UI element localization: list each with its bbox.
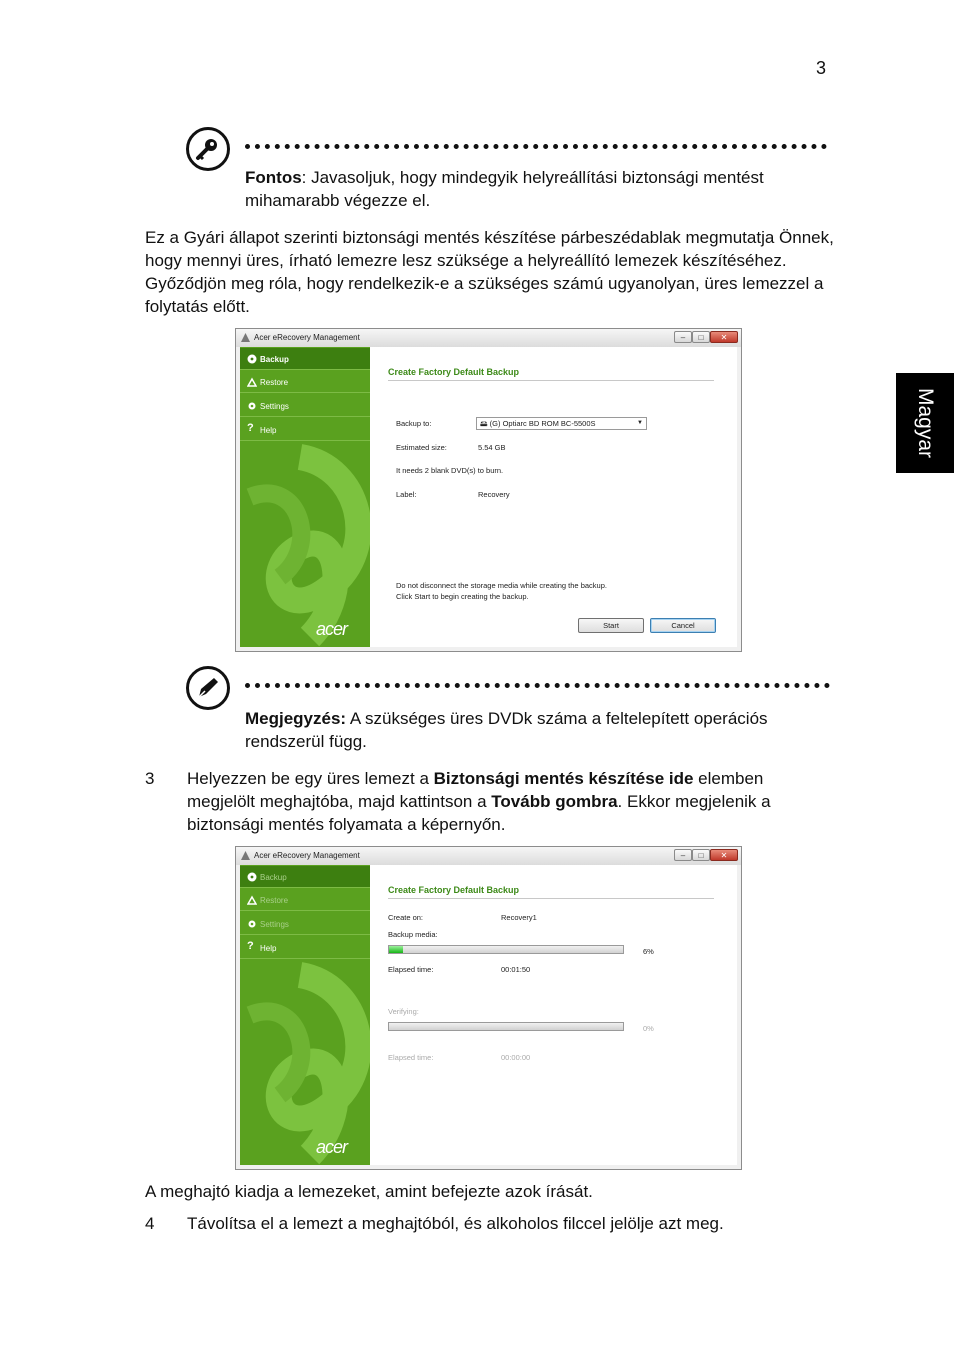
heading-divider — [388, 380, 714, 381]
sidebar-item-restore[interactable] — [240, 889, 370, 911]
progress-fill — [389, 946, 403, 953]
maximize-button[interactable]: □ — [692, 849, 710, 861]
dialog-heading: Create Factory Default Backup — [388, 367, 520, 377]
elapsed-time-value: 00:00:00 — [501, 1053, 531, 1062]
pen-icon — [186, 666, 230, 710]
disc-count-text: It needs 2 blank DVD(s) to burn. — [396, 466, 504, 475]
restore-icon — [247, 377, 257, 387]
dialog-heading: Create Factory Default Backup — [388, 885, 520, 895]
sidebar-item-label: Restore — [260, 896, 289, 905]
note-important — [245, 166, 825, 212]
gear-icon — [247, 401, 257, 411]
sidebar-item-help[interactable] — [240, 937, 370, 959]
page-number: 3 — [816, 58, 827, 78]
gear-icon — [247, 919, 257, 929]
sidebar — [240, 347, 370, 647]
note-important-text: : Javasoljuk, hogy mindegyik helyreállítási biztonsági mentést mihamarabb végezze el. — [245, 168, 764, 210]
app-icon — [241, 851, 250, 860]
sidebar-item-label: Help — [260, 426, 277, 435]
backup-to-dropdown[interactable] — [476, 417, 647, 430]
help-icon: ? — [247, 422, 254, 434]
step-text: Helyezzen be egy üres lemezt a — [187, 769, 434, 788]
note-remark-text: A szükséges üres DVDk száma a feltelepített operációs rendszerül függ. — [245, 709, 768, 751]
eject-paragraph: A meghajtó kiadja a lemezeket, amint befejezte azok írását. — [145, 1182, 593, 1201]
window-titlebar — [236, 329, 741, 347]
elapsed-time-label: Elapsed time: — [388, 965, 434, 974]
sidebar — [240, 865, 370, 1165]
cancel-button[interactable]: Cancel — [650, 618, 716, 633]
estimated-size-label: Estimated size: — [396, 443, 447, 452]
heading-divider — [388, 898, 714, 899]
warning-line-1: Do not disconnect the storage media while creating the backup. — [396, 581, 607, 590]
backup-dialog-screenshot — [235, 328, 742, 652]
step-number: 3 — [145, 769, 155, 788]
create-on-value: Recovery1 — [501, 913, 537, 922]
verifying-label: Verifying: — [388, 1007, 419, 1016]
verify-percent: 0% — [643, 1024, 654, 1033]
sidebar-item-label: Backup — [260, 873, 287, 882]
help-icon: ? — [247, 940, 254, 952]
warning-line-2: Click Start to begin creating the backup. — [396, 592, 529, 601]
window-titlebar — [236, 847, 741, 865]
note-remark-label: Megjegyzés: — [245, 709, 347, 728]
intro-paragraph: Ez a Gyári állapot szerinti biztonsági mentés készítése párbeszédablak megmutatja Önnek, hogy mennyi üres, írható lemezre lesz szüksége a helyreállító lemezek készítéséhez. Győződjön meg róla, hogy rendelkezik-e a szükséges számú ugyanolyan, üres lemezzel a folytatás előtt. — [145, 228, 834, 316]
step-4-text: Távolítsa el a lemezt a meghajtóból, és alkoholos filccel jelölje azt meg. — [187, 1214, 724, 1233]
step-text: elemben megjelölt meghajtóba, majd kattintson a — [187, 769, 764, 811]
sidebar-item-label: Settings — [260, 402, 289, 411]
language-tab-label: Magyar — [914, 387, 937, 459]
backup-media-label: Backup media: — [388, 930, 438, 939]
backup-percent: 6% — [643, 947, 654, 956]
acer-logo: acer — [316, 1137, 348, 1157]
acer-logo: acer — [316, 619, 348, 639]
step-text: . Ekkor megjelenik a biztonsági mentés folyamata a képernyőn. — [187, 792, 771, 834]
restore-icon — [247, 895, 257, 905]
maximize-button[interactable]: □ — [692, 331, 710, 343]
app-icon — [241, 333, 250, 342]
sidebar-item-label: Settings — [260, 920, 289, 929]
minimize-button[interactable]: – — [674, 849, 692, 861]
note-important-label: Fontos — [245, 168, 302, 187]
sidebar-item-backup[interactable] — [240, 348, 370, 370]
backup-progress-bar — [388, 945, 624, 954]
dialog-content — [370, 347, 737, 647]
window-title: Acer eRecovery Management — [254, 851, 360, 860]
step-number: 4 — [145, 1214, 155, 1233]
backup-to-value: (G) Optiarc BD ROM BC-5500S — [489, 419, 596, 428]
sidebar-item-label: Restore — [260, 378, 289, 387]
sidebar-item-help[interactable] — [240, 419, 370, 441]
note-divider — [245, 144, 827, 149]
elapsed-time-value: 00:01:50 — [501, 965, 531, 974]
label-label: Label: — [396, 490, 417, 499]
close-button[interactable]: ✕ — [710, 849, 738, 861]
step-3-text — [187, 767, 832, 836]
drive-icon: 🖴 — [480, 419, 490, 428]
sidebar-item-settings[interactable] — [240, 395, 370, 417]
estimated-size-value: 5.54 GB — [478, 443, 506, 452]
progress-dialog-screenshot — [235, 846, 742, 1170]
disc-icon — [247, 354, 257, 364]
start-button[interactable]: Start — [578, 618, 644, 633]
window-title: Acer eRecovery Management — [254, 333, 360, 342]
close-button[interactable]: ✕ — [710, 331, 738, 343]
sidebar-item-label: Backup — [260, 355, 289, 364]
minimize-button[interactable]: – — [674, 331, 692, 343]
disc-icon — [247, 872, 257, 882]
step-emphasis: Biztonsági mentés készítése ide — [433, 769, 694, 788]
key-icon — [186, 127, 230, 171]
sidebar-item-label: Help — [260, 944, 277, 953]
chevron-down-icon: ▼ — [637, 420, 643, 426]
note-remark — [245, 707, 830, 753]
language-tab — [896, 373, 954, 473]
note-divider — [245, 683, 830, 688]
sidebar-item-backup[interactable] — [240, 866, 370, 888]
sidebar-item-settings[interactable] — [240, 913, 370, 935]
create-on-label: Create on: — [388, 913, 424, 922]
backup-to-label: Backup to: — [396, 419, 432, 428]
label-value: Recovery — [478, 490, 510, 499]
dialog-content — [370, 865, 737, 1165]
elapsed-time-label: Elapsed time: — [388, 1053, 434, 1062]
verify-progress-bar — [388, 1022, 624, 1031]
sidebar-item-restore[interactable] — [240, 371, 370, 393]
step-emphasis: Tovább gombra — [491, 792, 618, 811]
